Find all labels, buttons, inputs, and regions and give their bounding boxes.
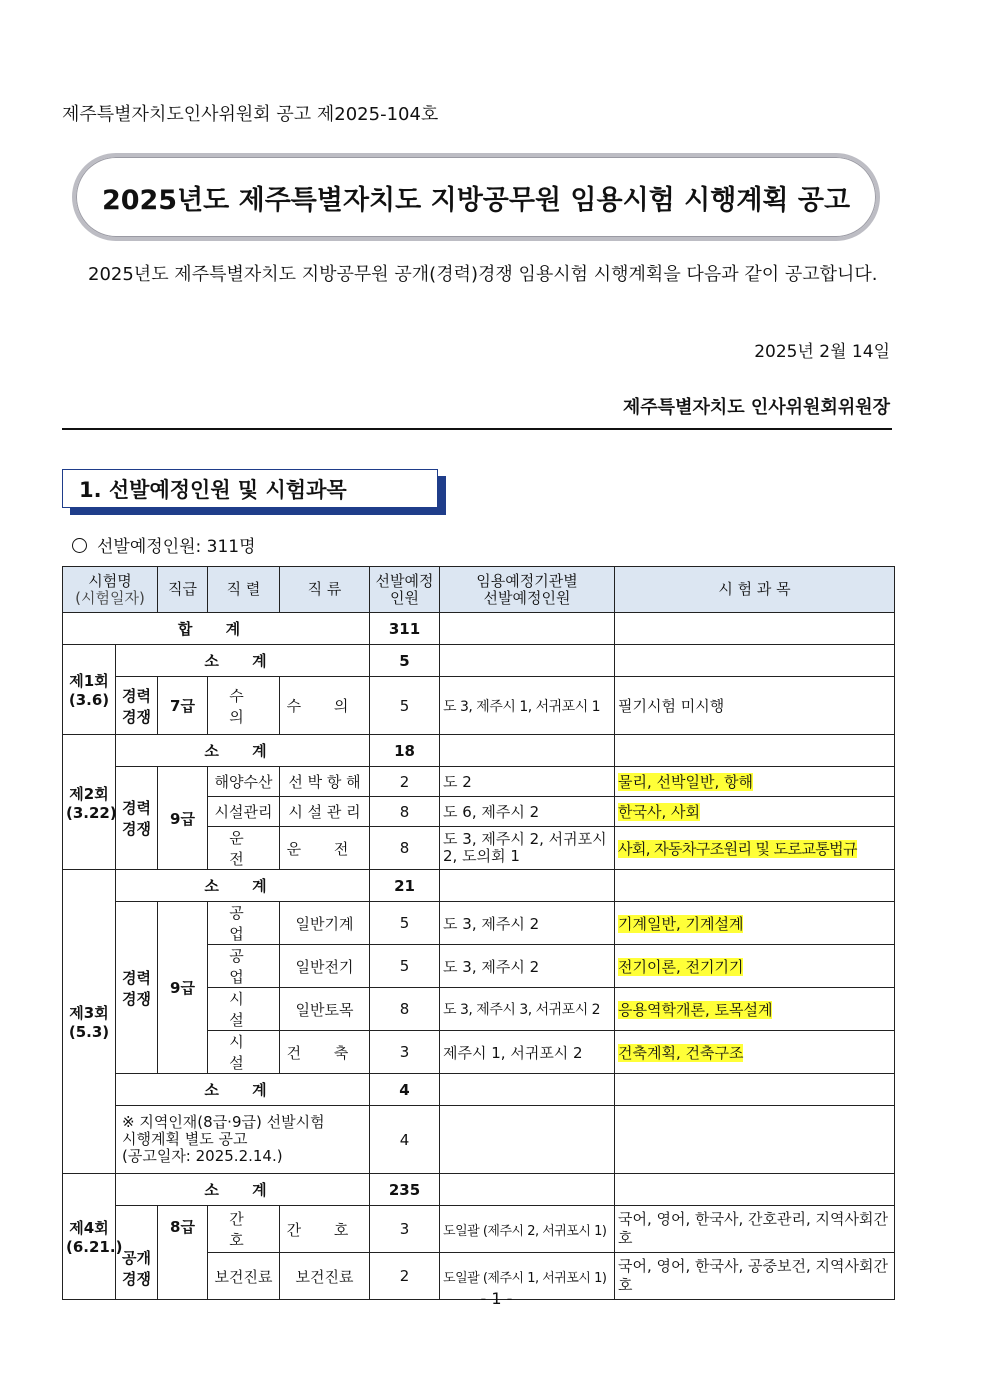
series-cell: 보건진료 bbox=[208, 1253, 280, 1300]
table-header-row bbox=[63, 567, 895, 613]
selection-count-line bbox=[72, 532, 256, 557]
table-row bbox=[63, 1206, 895, 1253]
subtotal-count: 18 bbox=[370, 735, 440, 767]
regional-note: ※ 지역인재(8급·9급) 선발시험 시행계획 별도 공고 (공고일자: 2025.2.14.) bbox=[116, 1106, 370, 1174]
count-cell: 3 bbox=[370, 1031, 440, 1074]
exam-grade: 7급 bbox=[158, 677, 208, 735]
total-label: 합 계 bbox=[63, 613, 370, 645]
round-name: 제3회 (5.3) bbox=[63, 870, 116, 1174]
header-grade: 직급 bbox=[158, 567, 208, 613]
subtotal-count: 21 bbox=[370, 870, 440, 902]
count-cell: 2 bbox=[370, 1253, 440, 1300]
agency-cell: 도 3, 제주시 3, 서귀포시 2 bbox=[440, 988, 615, 1031]
agency-cell: 도 3, 제주시 1, 서귀포시 1 bbox=[440, 677, 615, 735]
intro-text: 2025년도 제주특별자치도 지방공무원 공개(경력)경쟁 임용시험 시행계획을 다음과 같이 공고합니다. bbox=[88, 264, 878, 285]
class-cell: 일반토목 bbox=[280, 988, 370, 1031]
subtotal-label: 소 계 bbox=[116, 1174, 370, 1206]
series-cell: 해양수산 bbox=[208, 767, 280, 797]
selection-count-text: 선발예정인원: 311명 bbox=[97, 537, 256, 557]
header-count: 선발예정 인원 bbox=[370, 567, 440, 613]
count-cell: 5 bbox=[370, 902, 440, 945]
section-heading-box bbox=[62, 469, 438, 508]
series-cell: 시 설 bbox=[208, 1031, 280, 1074]
series-cell: 시설관리 bbox=[208, 797, 280, 827]
subtotal-count: 5 bbox=[370, 645, 440, 677]
count-cell: 8 bbox=[370, 797, 440, 827]
class-cell: 간 호 bbox=[280, 1206, 370, 1253]
subjects-cell: 사회, 자동차구조원리 및 도로교통법규 bbox=[618, 839, 857, 858]
section-title: 1. 선발예정인원 및 시험과목 bbox=[79, 477, 347, 502]
series-cell: 수 의 bbox=[208, 677, 280, 735]
class-cell: 보건진료 bbox=[280, 1253, 370, 1300]
agency-cell: 도 3, 제주시 2 bbox=[440, 902, 615, 945]
agency-cell: 도일괄 (제주시 1, 서귀포시 1) bbox=[440, 1253, 615, 1300]
class-cell: 수 의 bbox=[280, 677, 370, 735]
count-cell: 5 bbox=[370, 945, 440, 988]
subtotal-label: 소 계 bbox=[116, 735, 370, 767]
table-row bbox=[63, 645, 895, 677]
agency-cell: 도 2 bbox=[440, 767, 615, 797]
count-cell: 3 bbox=[370, 1206, 440, 1253]
exam-table bbox=[62, 566, 895, 1300]
series-cell: 간 호 bbox=[208, 1206, 280, 1253]
note-count: 4 bbox=[370, 1106, 440, 1174]
agency-cell: 도 3, 제주시 2, 서귀포시 2, 도의회 1 bbox=[440, 827, 615, 870]
subjects-cell: 필기시험 미시행 bbox=[615, 677, 895, 735]
page-title: 2025년도 제주특별자치도 지방공무원 임용시험 시행계획 공고 bbox=[101, 184, 851, 216]
table-row bbox=[63, 767, 895, 797]
class-cell: 시 설 관 리 bbox=[280, 797, 370, 827]
subtotal-count: 4 bbox=[370, 1074, 440, 1106]
circle-bullet-icon bbox=[72, 538, 87, 553]
subjects-cell: 국어, 영어, 한국사, 공중보건, 지역사회간호 bbox=[615, 1253, 895, 1300]
exam-grade: 8급 bbox=[158, 1206, 208, 1300]
exam-type: 경력경쟁 bbox=[116, 767, 158, 870]
count-cell: 8 bbox=[370, 988, 440, 1031]
class-cell: 건 축 bbox=[280, 1031, 370, 1074]
class-cell: 일반전기 bbox=[280, 945, 370, 988]
subtotal-count: 235 bbox=[370, 1174, 440, 1206]
agency-cell: 도일괄 (제주시 2, 서귀포시 1) bbox=[440, 1206, 615, 1253]
agency-cell: 도 6, 제주시 2 bbox=[440, 797, 615, 827]
header-subjects: 시 험 과 목 bbox=[615, 567, 895, 613]
header-class: 직 류 bbox=[280, 567, 370, 613]
title-box bbox=[72, 153, 880, 241]
subjects-cell: 한국사, 사회 bbox=[618, 803, 701, 821]
issuer: 제주특별자치도 인사위원회위원장 bbox=[622, 397, 890, 418]
header-exam: 시험명 (시험일자) bbox=[63, 567, 158, 613]
agency-cell: 도 3, 제주시 2 bbox=[440, 945, 615, 988]
notice-number: 제주특별자치도인사위원회 공고 제2025-104호 bbox=[62, 104, 439, 125]
subjects-cell: 건축계획, 건축구조 bbox=[618, 1043, 744, 1062]
subtotal-label: 소 계 bbox=[116, 1074, 370, 1106]
count-cell: 5 bbox=[370, 677, 440, 735]
series-cell: 운 전 bbox=[208, 827, 280, 870]
agency-cell: 제주시 1, 서귀포시 2 bbox=[440, 1031, 615, 1074]
exam-grade: 9급 bbox=[158, 902, 208, 1074]
class-cell: 선 박 항 해 bbox=[280, 767, 370, 797]
exam-grade: 9급 bbox=[158, 767, 208, 870]
header-agency: 임용예정기관별 선발예정인원 bbox=[440, 567, 615, 613]
subjects-cell: 응용역학개론, 토목설계 bbox=[618, 1000, 773, 1019]
round-name: 제2회 (3.22) bbox=[63, 735, 116, 870]
divider bbox=[62, 428, 892, 430]
exam-type: 경력경쟁 bbox=[116, 677, 158, 735]
round-name: 제4회 (6.21.) bbox=[63, 1174, 116, 1300]
class-cell: 운 전 bbox=[280, 827, 370, 870]
count-cell: 8 bbox=[370, 827, 440, 870]
subjects-cell: 물리, 선박일반, 항해 bbox=[618, 773, 754, 791]
notice-date: 2025년 2월 14일 bbox=[754, 342, 890, 362]
series-cell: 공 업 bbox=[208, 902, 280, 945]
subtotal-label: 소 계 bbox=[116, 870, 370, 902]
table-row bbox=[63, 677, 895, 735]
table-row bbox=[63, 1174, 895, 1206]
table-row bbox=[63, 735, 895, 767]
subjects-cell: 국어, 영어, 한국사, 간호관리, 지역사회간호 bbox=[615, 1206, 895, 1253]
subjects-cell: 기계일반, 기계설계 bbox=[618, 914, 744, 933]
round-name: 제1회 (3.6) bbox=[63, 645, 116, 735]
exam-type: 공개경쟁 bbox=[116, 1206, 158, 1300]
count-cell: 2 bbox=[370, 767, 440, 797]
table-row bbox=[63, 1106, 895, 1174]
class-cell: 일반기계 bbox=[280, 902, 370, 945]
total-row bbox=[63, 613, 895, 645]
subtotal-label: 소 계 bbox=[116, 645, 370, 677]
subjects-cell: 전기이론, 전기기기 bbox=[618, 957, 744, 976]
table-row bbox=[63, 870, 895, 902]
series-cell: 시 설 bbox=[208, 988, 280, 1031]
table-row bbox=[63, 902, 895, 945]
page-number: - 1 - bbox=[480, 1289, 513, 1308]
header-series: 직 렬 bbox=[208, 567, 280, 613]
series-cell: 공 업 bbox=[208, 945, 280, 988]
exam-type: 경력경쟁 bbox=[116, 902, 158, 1074]
table-row bbox=[63, 1074, 895, 1106]
total-count: 311 bbox=[370, 613, 440, 645]
